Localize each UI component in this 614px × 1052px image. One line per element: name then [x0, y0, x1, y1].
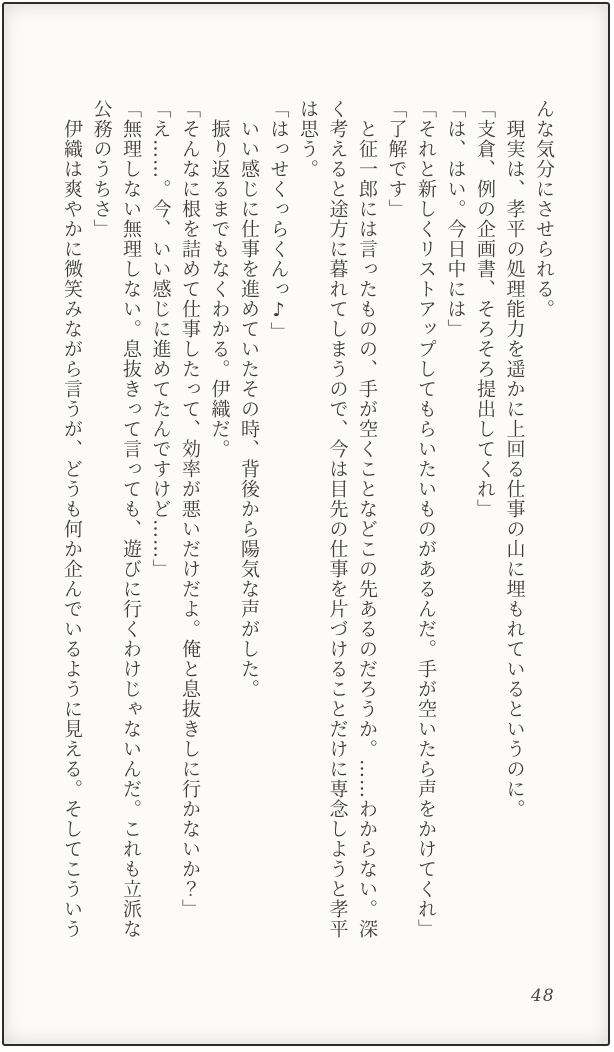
text-line: 伊織は爽やかに微笑みながら言うが、どうも何か企んでいるように見える。そしてこういう [61, 99, 83, 939]
text-line: と征一郎には言ったものの、手が空くことなどこの先あるのだろうか。……わからない。深 [356, 99, 378, 939]
text-line: 「え……。今、いい感じに進めてたんですけど……」 [149, 99, 172, 579]
text-line: 「そんなに根を詰めて仕事したって、効率が悪いだけだよ。俺と息抜きしに行かないか？」 [179, 99, 201, 919]
text-line: 公務のうちさ」 [90, 99, 113, 239]
page-text-block [57, 99, 559, 987]
text-line: 「了解です」 [385, 99, 408, 219]
text-line: いい感じに仕事を進めていたその時、背後から陽気な声がした。 [238, 99, 260, 699]
page-number: 48 [531, 986, 555, 1006]
text-line: んな気分にさせられる。 [533, 99, 555, 319]
text-line: 「それと新しくリストアップしてもらいたいものがあるんだ。手が空いたら声をかけてくれ」 [415, 99, 437, 939]
text-line: 振り返るまでもなくわかる。伊織だ。 [208, 99, 231, 459]
text-line: く考えると途方に暮れてしまうので、今は目先の仕事を片づけることだけに専念しようと孝平 [326, 99, 349, 939]
text-line: 「支倉、例の企画書、そろそろ提出してくれ」 [474, 99, 496, 519]
book-page [2, 2, 610, 1046]
text-line: 現実は、孝平の処理能力を遥かに上回る仕事の山に埋もれているというのに。 [503, 99, 526, 819]
text-line: 「はっせくっらくんっ♪」 [267, 99, 290, 342]
text-line: 「は、はい。今日中には」 [444, 99, 467, 339]
text-line: は思う。 [297, 99, 319, 179]
text-line: 「無理しない無理しない。息抜きって言っても、遊びに行くわけじゃないんだ。これも立派な [120, 99, 142, 939]
